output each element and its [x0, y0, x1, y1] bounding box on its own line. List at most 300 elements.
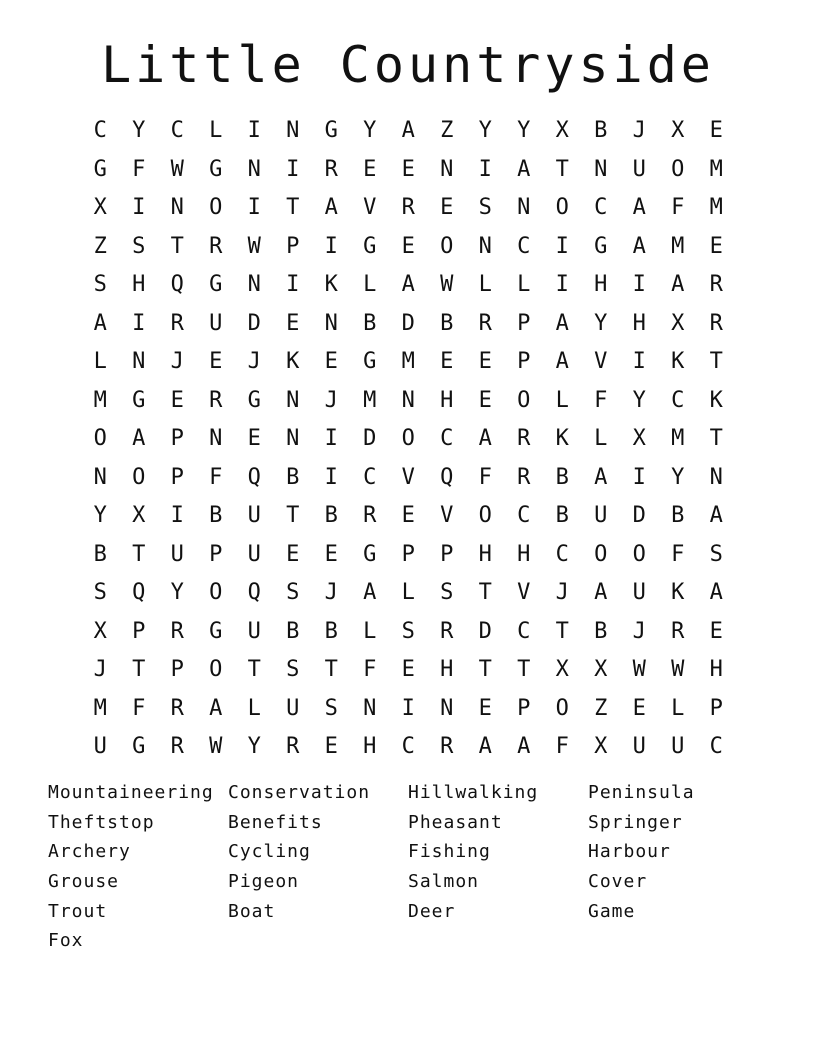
grid-letter: O [632, 541, 646, 567]
grid-letter: T [132, 541, 146, 567]
word-list-item: Salmon [408, 871, 480, 893]
grid-letter: D [632, 503, 646, 528]
grid-letter: S [324, 695, 338, 721]
grid-letter: C [93, 118, 107, 143]
grid-letter: A [324, 195, 338, 220]
grid-letter: W [247, 233, 261, 259]
grid-letter: R [517, 426, 531, 451]
grid-letter: T [132, 657, 146, 682]
grid-letter: R [170, 734, 184, 759]
grid-letter: F [671, 195, 685, 220]
grid-letter: Q [247, 464, 261, 490]
grid-letter: G [594, 233, 608, 259]
grid-letter: L [247, 695, 261, 721]
grid-letter: I [170, 503, 184, 528]
grid-letter: O [517, 387, 531, 413]
grid-letter: I [324, 426, 338, 451]
grid-letter: J [555, 580, 569, 605]
grid-letter: Q [170, 272, 184, 297]
grid-letter: U [632, 734, 646, 759]
grid-letter: T [709, 426, 723, 451]
grid-letter: M [363, 387, 377, 413]
grid-letter: F [671, 541, 685, 567]
grid-letter: M [671, 233, 685, 259]
grid-letter: B [286, 464, 300, 490]
grid-letter: L [209, 118, 223, 143]
grid-letter: F [478, 464, 492, 490]
grid-letter: R [517, 464, 531, 490]
grid-letter: A [517, 156, 531, 182]
grid-letter: Y [93, 503, 107, 528]
grid-letter: R [401, 195, 415, 220]
grid-letter: O [478, 503, 492, 528]
grid-letter: Q [132, 580, 146, 605]
grid-letter: I [632, 464, 646, 490]
grid-letter: K [709, 387, 723, 413]
grid-letter: I [286, 156, 300, 182]
grid-letter: I [132, 195, 146, 220]
grid-letter: T [286, 503, 300, 528]
grid-letter: X [594, 734, 608, 759]
grid-letter: P [132, 618, 146, 644]
grid-letter: X [632, 426, 646, 451]
grid-letter: H [440, 387, 454, 413]
grid-letter: X [671, 118, 685, 143]
grid-letter: W [632, 657, 646, 682]
grid-letter: C [401, 734, 415, 759]
grid-letter: H [594, 272, 608, 297]
grid-letter: F [594, 387, 608, 413]
grid-letter: H [517, 541, 531, 567]
word-list-item: Pheasant [408, 811, 503, 833]
grid-letter: T [247, 657, 261, 682]
grid-letter: A [632, 233, 646, 259]
grid-letter: R [170, 695, 184, 721]
grid-letter: I [247, 118, 261, 143]
grid-letter: P [170, 464, 184, 490]
grid-letter: T [170, 233, 184, 259]
grid-letter: R [170, 618, 184, 644]
grid-letter: N [401, 387, 415, 413]
grid-letter: Y [132, 118, 146, 143]
grid-letter: X [93, 195, 107, 220]
grid-letter: O [555, 695, 569, 721]
grid-letter: G [363, 233, 377, 259]
grid-letter: H [478, 541, 492, 567]
grid-letter: E [709, 618, 723, 644]
grid-letter: E [401, 657, 415, 682]
grid-letter: G [324, 118, 338, 143]
grid-letter: E [478, 349, 492, 374]
grid-letter: B [594, 618, 608, 644]
grid-letter: I [132, 310, 146, 336]
grid-row [81, 112, 736, 151]
grid-letter: L [478, 272, 492, 297]
grid-letter: A [709, 580, 723, 605]
grid-letter: L [555, 387, 569, 413]
grid-letter: N [286, 118, 300, 143]
grid-letter: V [594, 349, 608, 374]
grid-letter: O [555, 195, 569, 220]
grid-letter: H [132, 272, 146, 297]
grid-letter: I [632, 349, 646, 374]
grid-letter: L [671, 695, 685, 721]
grid-letter: E [209, 349, 223, 374]
grid-letter: A [209, 695, 223, 721]
grid-letter: Y [517, 118, 531, 143]
grid-letter: O [440, 233, 454, 259]
grid-letter: R [709, 310, 723, 336]
grid-row [81, 420, 736, 459]
grid-letter: L [363, 618, 377, 644]
grid-letter: N [324, 310, 338, 336]
grid-letter: A [555, 349, 569, 374]
grid-letter: C [440, 426, 454, 451]
grid-letter: T [286, 195, 300, 220]
grid-letter: A [594, 580, 608, 605]
grid-letter: G [132, 734, 146, 759]
grid-letter: N [132, 349, 146, 374]
grid-letter: A [93, 310, 107, 336]
grid-row [81, 151, 736, 190]
grid-row [81, 343, 736, 382]
grid-letter: E [478, 695, 492, 721]
grid-letter: E [324, 349, 338, 374]
grid-letter: R [671, 618, 685, 644]
grid-letter: W [209, 734, 223, 759]
grid-letter: U [632, 580, 646, 605]
grid-letter: Y [632, 387, 646, 413]
grid-letter: A [594, 464, 608, 490]
grid-letter: N [247, 156, 261, 182]
grid-letter: R [440, 618, 454, 644]
grid-letter: A [132, 426, 146, 451]
grid-letter: E [440, 349, 454, 374]
grid-letter: B [363, 310, 377, 336]
grid-letter: U [247, 618, 261, 644]
grid-row [81, 305, 736, 344]
grid-letter: X [555, 118, 569, 143]
grid-letter: L [594, 426, 608, 451]
grid-letter: J [93, 657, 107, 682]
grid-row [81, 459, 736, 498]
grid-letter: X [132, 503, 146, 528]
grid-letter: C [671, 387, 685, 413]
word-list-item: Fishing [408, 841, 491, 863]
grid-letter: A [478, 426, 492, 451]
word-list-item: Mountaineering [48, 782, 214, 803]
grid-letter: R [440, 734, 454, 759]
grid-letter: S [93, 580, 107, 605]
grid-letter: C [363, 464, 377, 490]
grid-letter: E [324, 541, 338, 567]
grid-letter: F [209, 464, 223, 490]
grid-letter: I [555, 272, 569, 297]
grid-letter: F [363, 657, 377, 682]
grid-letter: P [709, 695, 723, 721]
grid-letter: K [671, 349, 685, 374]
grid-letter: Y [594, 310, 608, 336]
grid-letter: G [132, 387, 146, 413]
grid-letter: X [93, 618, 107, 644]
grid-letter: R [709, 272, 723, 297]
grid-letter: Z [594, 695, 608, 721]
word-list-item: Archery [48, 841, 131, 863]
grid-letter: F [132, 695, 146, 721]
grid-letter: J [324, 580, 338, 605]
grid-letter: H [440, 657, 454, 682]
grid-letter: D [247, 310, 261, 336]
grid-row [81, 574, 736, 613]
grid-letter: Y [671, 464, 685, 490]
grid-letter: J [632, 618, 646, 644]
grid-letter: U [247, 503, 261, 528]
grid-letter: N [517, 195, 531, 220]
grid-letter: K [555, 426, 569, 451]
grid-letter: O [209, 580, 223, 605]
grid-letter: U [632, 156, 646, 182]
grid-letter: I [324, 233, 338, 259]
grid-letter: B [286, 618, 300, 644]
grid-letter: O [594, 541, 608, 567]
grid-letter: H [709, 657, 723, 682]
grid-letter: N [363, 695, 377, 721]
word-list-item: Trout [48, 900, 108, 922]
grid-letter: O [209, 195, 223, 220]
grid-letter: N [247, 272, 261, 297]
grid-letter: J [632, 118, 646, 143]
grid-letter: Q [247, 580, 261, 605]
grid-letter: I [286, 272, 300, 297]
grid-letter: P [517, 310, 531, 336]
grid-letter: P [170, 426, 184, 451]
grid-letter: X [555, 657, 569, 682]
grid-letter: M [93, 387, 107, 413]
grid-letter: P [440, 541, 454, 567]
grid-row [81, 266, 736, 305]
grid-letter: E [401, 233, 415, 259]
grid-letter: D [363, 426, 377, 451]
grid-letter: V [401, 464, 415, 490]
grid-letter: T [709, 349, 723, 374]
grid-letter: S [93, 272, 107, 297]
grid-letter: P [209, 541, 223, 567]
grid-letter: E [247, 426, 261, 451]
word-list-item: Theftstop [48, 811, 155, 833]
grid-letter: L [363, 272, 377, 297]
grid-letter: A [363, 580, 377, 605]
grid-row [81, 536, 736, 575]
grid-letter: C [709, 734, 723, 759]
word-bank [48, 778, 768, 956]
grid-letter: V [363, 195, 377, 220]
grid-letter: B [671, 503, 685, 528]
grid-letter: L [517, 272, 531, 297]
grid-letter: A [401, 118, 415, 143]
grid-letter: E [170, 387, 184, 413]
grid-letter: R [324, 156, 338, 182]
word-list-item: Benefits [228, 811, 323, 833]
grid-letter: H [632, 310, 646, 336]
grid-letter: O [132, 464, 146, 490]
grid-letter: J [247, 349, 261, 374]
grid-letter: J [170, 349, 184, 374]
grid-letter: S [440, 580, 454, 605]
grid-letter: X [671, 310, 685, 336]
grid-letter: U [170, 541, 184, 567]
grid-letter: T [324, 657, 338, 682]
grid-letter: K [671, 580, 685, 605]
word-list-item: Game [588, 900, 636, 922]
grid-letter: M [93, 695, 107, 721]
grid-letter: M [671, 426, 685, 451]
grid-row [81, 651, 736, 690]
grid-letter: N [93, 464, 107, 490]
grid-letter: S [286, 657, 300, 682]
word-list-item: Peninsula [588, 782, 695, 803]
grid-letter: E [401, 156, 415, 182]
grid-letter: C [517, 618, 531, 644]
word-list-item: Fox [48, 930, 84, 952]
grid-letter: E [709, 233, 723, 259]
grid-row [81, 690, 736, 729]
grid-letter: G [247, 387, 261, 413]
grid-letter: M [709, 156, 723, 182]
grid-letter: T [478, 580, 492, 605]
grid-letter: S [478, 195, 492, 220]
grid-letter: N [286, 387, 300, 413]
grid-letter: S [132, 233, 146, 259]
grid-letter: Q [440, 464, 454, 490]
grid-letter: N [440, 156, 454, 182]
grid-letter: P [170, 657, 184, 682]
grid-letter: D [401, 310, 415, 336]
grid-letter: M [401, 349, 415, 374]
grid-letter: Y [247, 734, 261, 759]
grid-letter: E [401, 503, 415, 528]
grid-row [81, 382, 736, 421]
grid-letter: I [478, 156, 492, 182]
grid-letter: U [286, 695, 300, 721]
grid-row [81, 497, 736, 536]
grid-letter: K [324, 272, 338, 297]
grid-letter: M [709, 195, 723, 220]
word-list-item: Conservation [228, 782, 371, 803]
grid-letter: N [209, 426, 223, 451]
grid-row [81, 613, 736, 652]
grid-letter: Y [363, 118, 377, 143]
grid-letter: L [401, 580, 415, 605]
grid-letter: I [555, 233, 569, 259]
grid-letter: W [170, 156, 184, 182]
grid-letter: Y [478, 118, 492, 143]
grid-row [81, 189, 736, 228]
grid-letter: E [632, 695, 646, 721]
grid-letter: C [555, 541, 569, 567]
grid-letter: B [324, 503, 338, 528]
grid-letter: R [209, 387, 223, 413]
grid-letter: E [324, 734, 338, 759]
grid-letter: B [324, 618, 338, 644]
grid-letter: O [209, 657, 223, 682]
grid-row [81, 228, 736, 267]
grid-letter: A [632, 195, 646, 220]
grid-letter: B [93, 541, 107, 567]
grid-letter: R [170, 310, 184, 336]
grid-letter: C [170, 118, 184, 143]
word-list-item: Deer [408, 900, 456, 922]
grid-letter: I [324, 464, 338, 490]
grid-letter: A [478, 734, 492, 759]
grid-letter: A [709, 503, 723, 528]
word-list-item: Harbour [588, 841, 671, 863]
word-list-item: Springer [588, 811, 683, 833]
grid-letter: E [363, 156, 377, 182]
grid-letter: N [440, 695, 454, 721]
grid-letter: U [209, 310, 223, 336]
page-title: Little Countryside [101, 36, 715, 94]
grid-letter: R [363, 503, 377, 528]
grid-letter: I [632, 272, 646, 297]
grid-letter: W [440, 272, 454, 297]
grid-letter: O [401, 426, 415, 451]
grid-letter: P [286, 233, 300, 259]
grid-letter: E [478, 387, 492, 413]
grid-letter: E [286, 541, 300, 567]
word-list-item: Cycling [228, 841, 311, 863]
grid-letter: N [709, 464, 723, 490]
grid-letter: N [170, 195, 184, 220]
grid-letter: G [93, 156, 107, 182]
grid-letter: G [209, 618, 223, 644]
grid-letter: A [555, 310, 569, 336]
grid-letter: R [286, 734, 300, 759]
grid-letter: H [363, 734, 377, 759]
grid-letter: W [671, 657, 685, 682]
grid-letter: N [286, 426, 300, 451]
word-list-item: Grouse [48, 871, 120, 893]
grid-letter: T [555, 618, 569, 644]
grid-row [81, 728, 736, 767]
grid-letter: E [286, 310, 300, 336]
grid-letter: R [209, 233, 223, 259]
grid-letter: N [594, 156, 608, 182]
grid-letter: C [517, 503, 531, 528]
grid-letter: B [594, 118, 608, 143]
grid-letter: T [517, 657, 531, 682]
grid-letter: U [671, 734, 685, 759]
grid-letter: G [209, 156, 223, 182]
grid-letter: G [363, 541, 377, 567]
grid-letter: G [363, 349, 377, 374]
grid-letter: B [440, 310, 454, 336]
grid-letter: U [247, 541, 261, 567]
grid-letter: V [517, 580, 531, 605]
grid-letter: B [209, 503, 223, 528]
grid-letter: B [555, 503, 569, 528]
grid-letter: I [401, 695, 415, 721]
grid-letter: Z [93, 233, 107, 259]
grid-letter: E [440, 195, 454, 220]
grid-letter: O [671, 156, 685, 182]
grid-letter: L [93, 349, 107, 374]
grid-letter: O [93, 426, 107, 451]
grid-letter: P [401, 541, 415, 567]
grid-letter: U [93, 734, 107, 759]
grid-letter: F [132, 156, 146, 182]
grid-letter: S [401, 618, 415, 644]
grid-letter: J [324, 387, 338, 413]
